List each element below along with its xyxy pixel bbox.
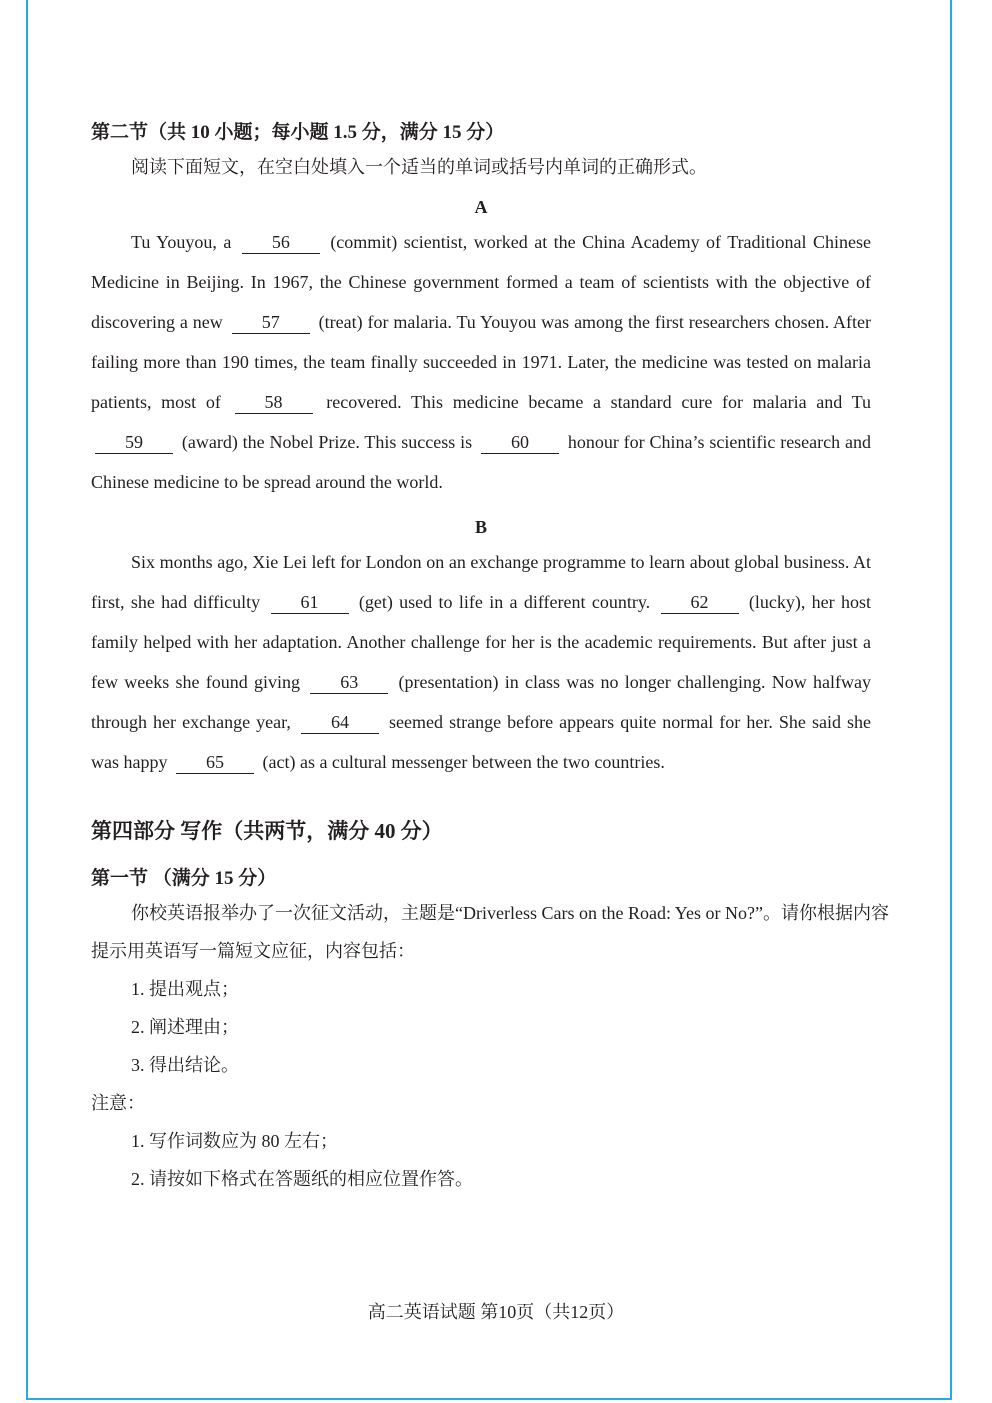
section2-heading: 第二节（共 10 小题；每小题 1.5 分，满分 15 分） [91,122,505,143]
passage-a-label: A [474,197,488,217]
content-point: 1. 提出观点； [131,979,239,999]
passage-b [91,542,871,782]
passage-a-text: Tu Youyou, a [131,232,232,252]
passage-b-text: Six months ago, Xie Lei left for London on an exchange programme to learn about global business. At first, she had difficulty [91,552,871,612]
content-point: 2. 阐述理由； [131,1017,239,1037]
writing-section1-heading: 第一节 （满分 15 分） [91,868,277,889]
blank-65: 65 [176,751,254,774]
blank-58: 58 [235,391,313,414]
part4-heading: 第四部分 写作（共两节，满分 40 分） [91,819,443,843]
passage-b-text: (act) as a cultural messenger between the two countries. [262,752,665,772]
passage-a-text: honour for China’s scientific research and Chinese medicine to be spread around the world. [91,432,871,492]
passage-a-text: recovered. This medicine became a standard cure for malaria and Tu [326,392,872,412]
blank-64: 64 [301,711,379,734]
writing-task: 你校英语报举办了一次征文活动，主题是“Driverless Cars on the Road: Yes or No?”。请你根据内容提示用英语写一篇短文应征，内容包括： [91,903,889,961]
passage-a-text: (treat) for malaria. Tu Youyou was among the first researchers chosen. After failing more than 190 times, the team finally succeeded in 1971. Later, the medicine was tested on malaria patients, most of [91,312,872,412]
passage-b-text: seemed strange before appears quite normal for her. She said she was happy [91,712,872,772]
blank-60: 60 [481,431,559,454]
note-label: 注意： [91,1093,145,1113]
passage-b-text: (lucky), her host family helped with her adaptation. Another challenge for her is the academic requirements. But after just a few weeks she found giving [91,592,872,692]
content-point: 3. 得出结论。 [131,1055,239,1075]
page-footer: 高二英语试题 第10页（共12页） [367,1302,625,1322]
passage-a [91,222,871,502]
blank-63: 63 [310,671,388,694]
section2-instruction: 阅读下面短文，在空白处填入一个适当的单词或括号内单词的正确形式。 [131,157,707,177]
passage-a-text: (commit) scientist, worked at the China Academy of Traditional Chinese Medicine in Beijing. In 1967, the Chinese government formed a team of scientists with the objective of discovering a new [91,232,872,332]
blank-61: 61 [271,591,349,614]
passage-b-label: B [474,517,487,537]
blank-56: 56 [242,231,320,254]
passage-b-text: (presentation) in class was no longer challenging. Now halfway through her exchange year, [91,672,871,732]
note-item: 2. 请按如下格式在答题纸的相应位置作答。 [131,1169,473,1189]
passage-a-text: (award) the Nobel Prize. This success is [181,432,473,452]
exam-content [91,118,889,1198]
blank-59: 59 [95,431,173,454]
passage-b-text: (get) used to life in a different country. [358,592,651,612]
blank-57: 57 [232,311,310,334]
blank-62: 62 [661,591,739,614]
note-item: 1. 写作词数应为 80 左右； [131,1131,338,1151]
